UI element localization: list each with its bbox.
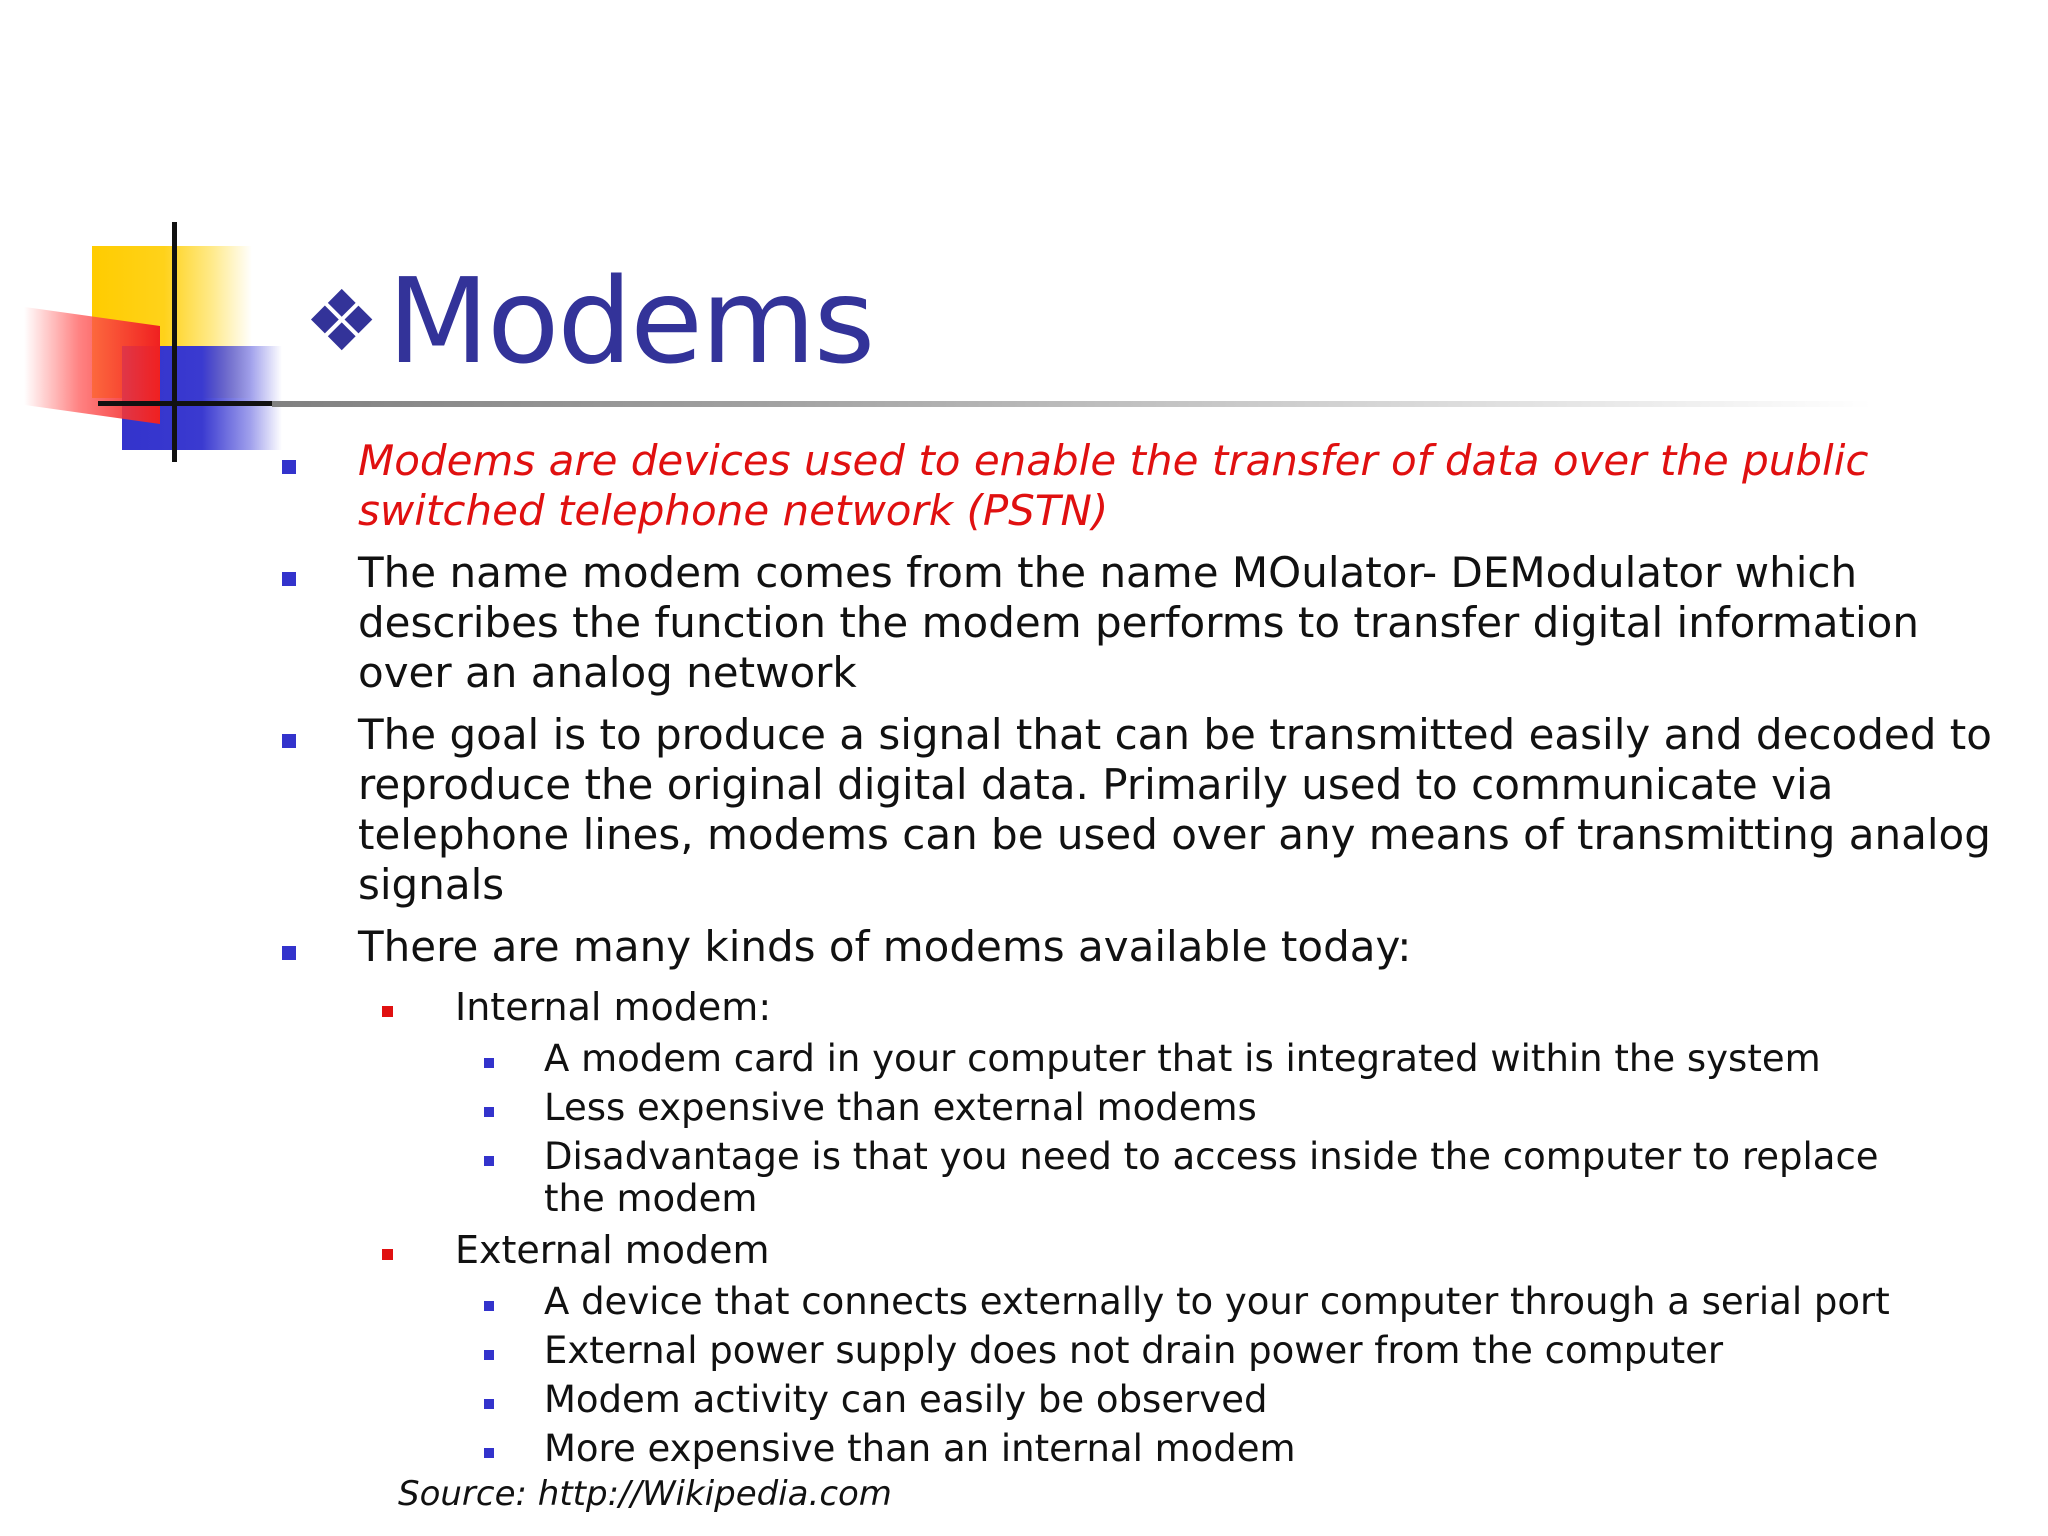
- bullet-list: [270, 436, 2010, 1477]
- bullet-item: [270, 922, 2010, 972]
- title-underline: [272, 401, 1872, 407]
- sub-sub-bullet-item: [270, 1087, 2010, 1129]
- bullet-item: [270, 436, 2010, 536]
- source-citation: Source: http://Wikipedia.com: [398, 1474, 892, 1514]
- sub-bullet-text: External modem: [455, 1228, 770, 1272]
- sub-sub-bullet-item: [270, 1281, 2010, 1323]
- square-bullet-icon: [282, 572, 296, 586]
- sub-sub-bullet-item: [270, 1379, 2010, 1421]
- sub-sub-bullet-text: A device that connects externally to your computer through a serial port: [544, 1280, 1890, 1323]
- bullet-text: The goal is to produce a signal that can be transmitted easily and decoded to reproduce the original digital data. Primarily used to communicate via telephone lines, modems can be used over any means of transmitting analog signals: [358, 710, 1992, 909]
- sub-sub-bullet-item: [270, 1136, 2010, 1220]
- square-bullet-icon: [484, 1301, 494, 1311]
- sub-sub-bullet-item: [270, 1330, 2010, 1372]
- sub-sub-bullet-text: Disadvantage is that you need to access inside the computer to replace the modem: [544, 1135, 1879, 1220]
- title-text: Modems: [387, 252, 874, 390]
- square-bullet-icon: [382, 1006, 393, 1017]
- diamond-bullet-icon: ❖: [304, 272, 380, 370]
- sub-bullet-item: [270, 984, 2010, 1030]
- sub-bullet-item: [270, 1227, 2010, 1273]
- bullet-text: The name modem comes from the name MOulator- DEModulator which describes the function the modem performs to transfer digital information over an analog network: [358, 548, 1919, 697]
- square-bullet-icon: [282, 734, 296, 748]
- square-bullet-icon: [382, 1249, 393, 1260]
- square-bullet-icon: [484, 1399, 494, 1409]
- square-bullet-icon: [484, 1058, 494, 1068]
- sub-sub-bullet-text: External power supply does not drain power from the computer: [544, 1329, 1724, 1372]
- sub-bullet-text: Internal modem:: [455, 985, 772, 1029]
- sub-sub-bullet-item: [270, 1428, 2010, 1470]
- bullet-item: [270, 548, 2010, 698]
- square-bullet-icon: [484, 1350, 494, 1360]
- sub-sub-bullet-item: [270, 1038, 2010, 1080]
- square-bullet-icon: [282, 946, 296, 960]
- bullet-item: [270, 710, 2010, 910]
- sub-sub-bullet-text: A modem card in your computer that is integrated within the system: [544, 1037, 1821, 1080]
- bullet-text: Modems are devices used to enable the transfer of data over the public switched telephone network (PSTN): [358, 436, 1869, 535]
- sub-sub-bullet-text: Modem activity can easily be observed: [544, 1378, 1268, 1421]
- decor-vertical-line: [172, 222, 177, 462]
- square-bullet-icon: [484, 1107, 494, 1117]
- square-bullet-icon: [484, 1156, 494, 1166]
- slide-title: [304, 252, 874, 390]
- bullet-text: There are many kinds of modems available today:: [358, 922, 1412, 971]
- square-bullet-icon: [282, 460, 296, 474]
- square-bullet-icon: [484, 1448, 494, 1458]
- sub-sub-bullet-text: More expensive than an internal modem: [544, 1427, 1296, 1470]
- decor-red-block: [24, 307, 160, 424]
- decor-horizontal-line: [98, 401, 278, 406]
- sub-sub-bullet-text: Less expensive than external modems: [544, 1086, 1257, 1129]
